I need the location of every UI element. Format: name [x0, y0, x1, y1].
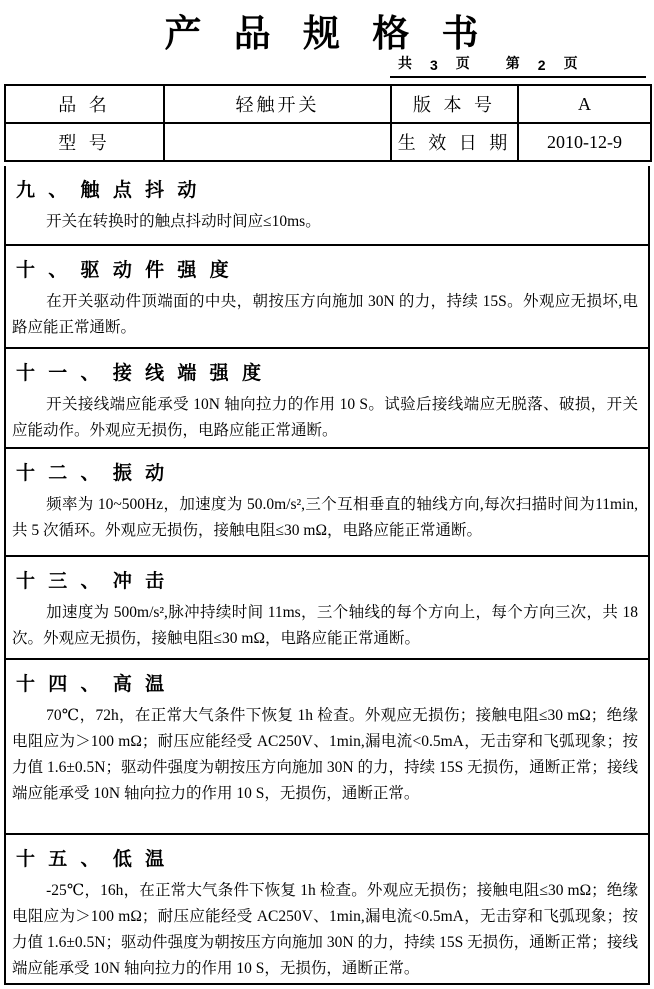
section-low-temperature	[6, 835, 648, 983]
section-body: 在开关驱动件顶端面的中央，朝按压方向施加 30N 的力，持续 15S。外观应无损坏,电路应能正常通断。	[12, 293, 638, 336]
effective-date-value: 2010-12-9	[518, 123, 651, 161]
sections-container	[4, 166, 650, 985]
product-name-label: 品 名	[5, 85, 164, 123]
spec-header-table	[4, 84, 652, 162]
section-terminal-strength	[6, 349, 648, 449]
pages-total-unit: 页	[455, 55, 470, 71]
section-body: 开关接线端应能承受 10N 轴向拉力的作用 10 S。试验后接线端应无脱落、破损，开关应能动作。外观应无损伤，电路应能正常通断。	[12, 396, 638, 439]
table-row-product	[5, 85, 651, 123]
pages-total-value: 3	[430, 57, 438, 73]
effective-date-label: 生 效 日 期	[391, 123, 518, 161]
section-body: 加速度为 500m/s²,脉冲持续时间 11ms，三个轴线的每个方向上，每个方向三次，共 18 次。外观应无损伤，接触电阻≤30 mΩ，电路应能正常通断。	[12, 604, 638, 647]
pages-total-label: 共	[398, 55, 412, 71]
page-current-value: 2	[537, 57, 546, 73]
product-name-value: 轻触开关	[164, 85, 391, 123]
section-actuator-strength	[6, 246, 648, 349]
section-body: 开关在转换时的触点抖动时间应≤10ms。	[46, 213, 321, 230]
version-value: A	[518, 85, 651, 123]
section-contact-bounce	[6, 166, 648, 246]
section-heading: 十 三 、 冲 击	[16, 571, 169, 592]
page-current-unit: 页	[563, 55, 578, 71]
section-shock	[6, 557, 648, 660]
table-row-model	[5, 123, 651, 161]
section-heading: 十 五 、 低 温	[16, 849, 169, 870]
section-high-temperature	[6, 660, 648, 835]
page-count	[390, 56, 646, 78]
section-body: -25℃，16h，在正常大气条件下恢复 1h 检查。外观应无损伤；接触电阻≤30 mΩ；绝缘电阻应为＞100 mΩ；耐压应能经受 AC250V、1min,漏电流<0.5mA，无击穿和飞弧现象；按力值 1.6±0.5N；驱动件强度为朝按压方向施加 30N 的力，持续 15S 无损伤，通断正常；接线端应能承受 10N 轴向拉力的作用 10 S，无损伤，通断正常。	[12, 882, 638, 977]
section-heading: 十 四 、 高 温	[16, 674, 169, 695]
model-label: 型 号	[5, 123, 164, 161]
section-heading: 十 一 、 接 线 端 强 度	[16, 363, 265, 384]
section-heading: 十 二 、 振 动	[16, 463, 169, 484]
section-heading: 九 、 触 点 抖 动	[16, 180, 201, 201]
section-vibration	[6, 449, 648, 557]
section-body: 70℃，72h，在正常大气条件下恢复 1h 检查。外观应无损伤；接触电阻≤30 mΩ；绝缘电阻应为＞100 mΩ；耐压应能经受 AC250V、1min,漏电流<0.5mA，无击穿和飞弧现象；按力值 1.6±0.5N；驱动件强度为朝按压方向施加 30N 的力，持续 15S 无损伤，通断正常；接线端应能承受 10N 轴向拉力的作用 10 S，无损伤，通断正常。	[12, 707, 638, 802]
page-current-label: 第	[505, 55, 520, 71]
model-value	[164, 123, 391, 161]
section-body: 频率为 10~500Hz，加速度为 50.0m/s²,三个互相垂直的轴线方向,每次扫描时间为11min,共 5 次循环。外观应无损伤，接触电阻≤30 mΩ，电路应能正常通断。	[12, 496, 638, 539]
version-label: 版 本 号	[391, 85, 518, 123]
section-heading: 十 、 驱 动 件 强 度	[16, 260, 233, 281]
page-title: 产 品 规 格 书	[164, 13, 490, 54]
